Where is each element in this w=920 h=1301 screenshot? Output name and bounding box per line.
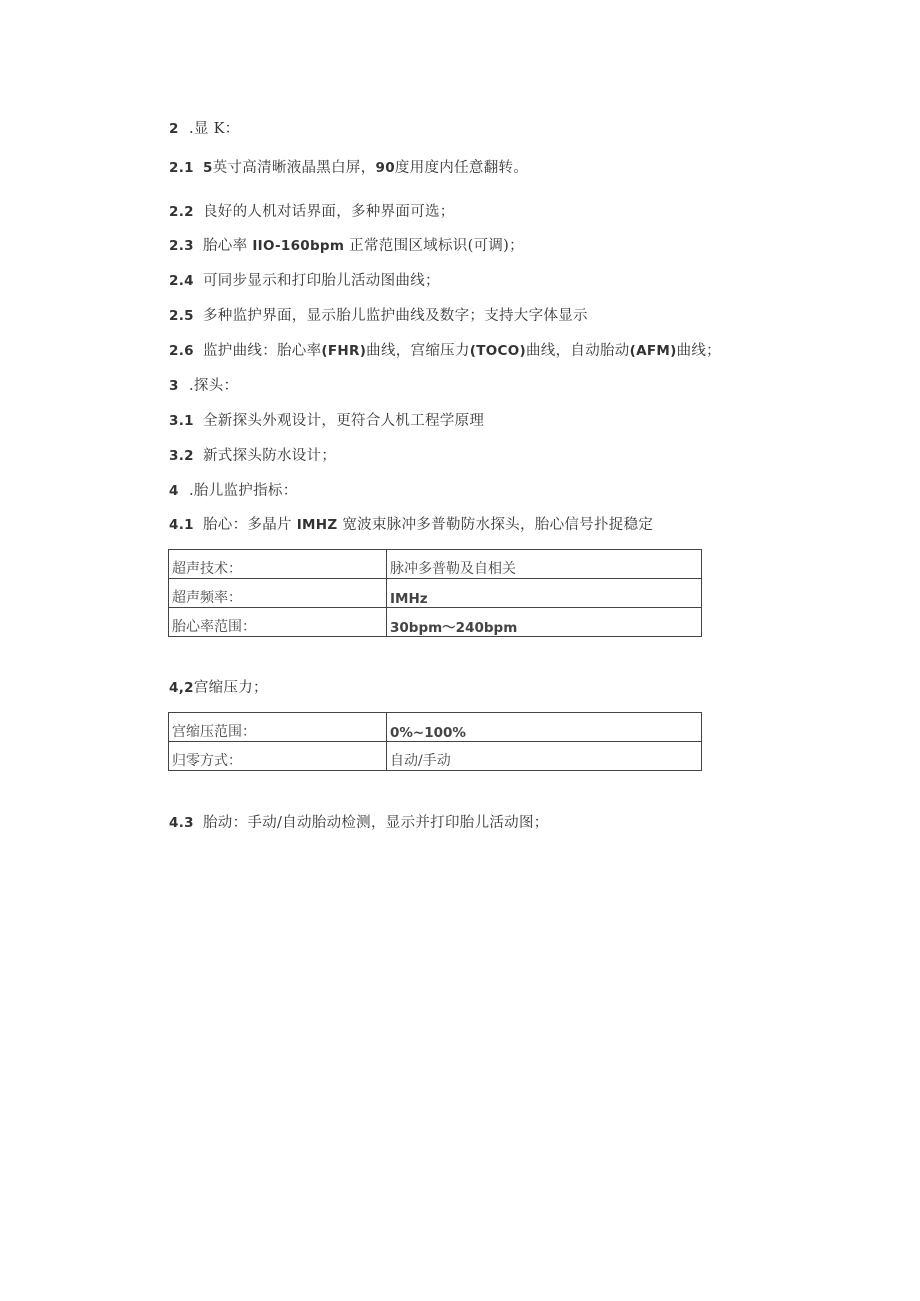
- spec-value: 自动/手动: [387, 742, 702, 771]
- item-2-1: [169, 158, 528, 178]
- item-text: 宽波束脉冲多普勒防水探头，胎心信号扑捉稳定: [337, 517, 654, 533]
- fhr-abbr: (FHR): [321, 343, 367, 359]
- section-number: 2.4: [169, 273, 194, 289]
- toco-abbr: (TOCO): [469, 343, 526, 359]
- section-number: 2.6: [169, 343, 194, 359]
- table-row: [169, 742, 702, 771]
- item-4-1: [169, 515, 653, 535]
- spec-key: 超声技术：: [169, 550, 387, 579]
- item-2-3: [169, 236, 524, 256]
- item-text: 多种监护界面，显示胎儿监护曲线及数字；支持大字体显示: [203, 308, 588, 324]
- item-text: 胎心率: [203, 238, 253, 254]
- item-text: 度用度内任意翻转。: [394, 160, 529, 176]
- section-number: 2: [169, 121, 179, 137]
- frequency-value: IMHZ: [296, 517, 338, 533]
- table-row: [169, 550, 702, 579]
- item-2-6: [169, 341, 721, 361]
- spec-value: 30bpm〜240bpm: [387, 608, 702, 637]
- item-text: 曲线，宫缩压力: [366, 343, 470, 359]
- section-number: 3.1: [169, 413, 194, 429]
- item-4-2: [169, 678, 268, 698]
- toco-spec-table: [168, 712, 702, 771]
- rotation-angle: 90: [375, 160, 395, 176]
- item-text: 正常范围区域标识(可调)；: [344, 238, 524, 254]
- item-text: 曲线；: [676, 343, 721, 359]
- heart-rate-range: IIO-160bpm: [252, 238, 345, 254]
- spec-key: 宫缩压范围：: [169, 713, 387, 742]
- item-3-2: [169, 446, 336, 466]
- section-number: 3: [169, 378, 179, 394]
- heading-text: .显 K：: [189, 121, 240, 137]
- item-text: 良好的人机对话界面，多种界面可选；: [203, 204, 455, 220]
- heading-text: .探头：: [189, 378, 239, 394]
- afm-abbr: (AFM): [629, 343, 677, 359]
- item-text: 胎心：多晶片: [203, 517, 297, 533]
- item-text: 可同步显示和打印胎儿活动图曲线；: [203, 273, 440, 289]
- spec-value: 脉冲多普勒及自相关: [387, 550, 702, 579]
- item-2-5: [169, 306, 588, 326]
- item-text: 宫缩压力；: [193, 680, 268, 696]
- item-text: 新式探头防水设计；: [203, 448, 337, 464]
- heading-probe: [169, 376, 238, 396]
- spec-value-highlight: IMHz: [387, 579, 702, 608]
- item-text: 曲线，自动胎动: [526, 343, 630, 359]
- item-4-3: [169, 813, 549, 833]
- heading-text: .胎儿监护指标：: [189, 483, 298, 499]
- item-3-1: [169, 411, 484, 431]
- item-text: 胎动：手动/自动胎动检测，显示并打印胎儿活动图；: [203, 815, 549, 831]
- table-row: [169, 579, 702, 608]
- spec-key: 胎心率范围：: [169, 608, 387, 637]
- screen-size: 5: [203, 160, 213, 176]
- ultrasound-spec-table: [168, 549, 702, 637]
- item-text: 英寸高清晰液晶黑白屏，: [212, 160, 376, 176]
- section-number: 4: [169, 483, 179, 499]
- heading-fetal-indicators: [169, 481, 298, 501]
- section-number: 2.3: [169, 238, 194, 254]
- section-number: 4.3: [169, 815, 194, 831]
- section-number: 4,2: [169, 680, 194, 696]
- section-number: 4.1: [169, 517, 194, 533]
- section-number: 2.1: [169, 160, 194, 176]
- table-row: [169, 713, 702, 742]
- item-text: 监护曲线：胎心率: [203, 343, 322, 359]
- spec-key: 归零方式：: [169, 742, 387, 771]
- item-2-2: [169, 202, 455, 222]
- section-number: 3.2: [169, 448, 194, 464]
- item-2-4: [169, 271, 440, 291]
- heading-display: [169, 119, 240, 139]
- table-row: [169, 608, 702, 637]
- spec-value: 0%~100%: [387, 713, 702, 742]
- item-text: 全新探头外观设计，更符合人机工程学原理: [203, 413, 485, 429]
- section-number: 2.5: [169, 308, 194, 324]
- section-number: 2.2: [169, 204, 194, 220]
- spec-key: 超声频率：: [169, 579, 387, 608]
